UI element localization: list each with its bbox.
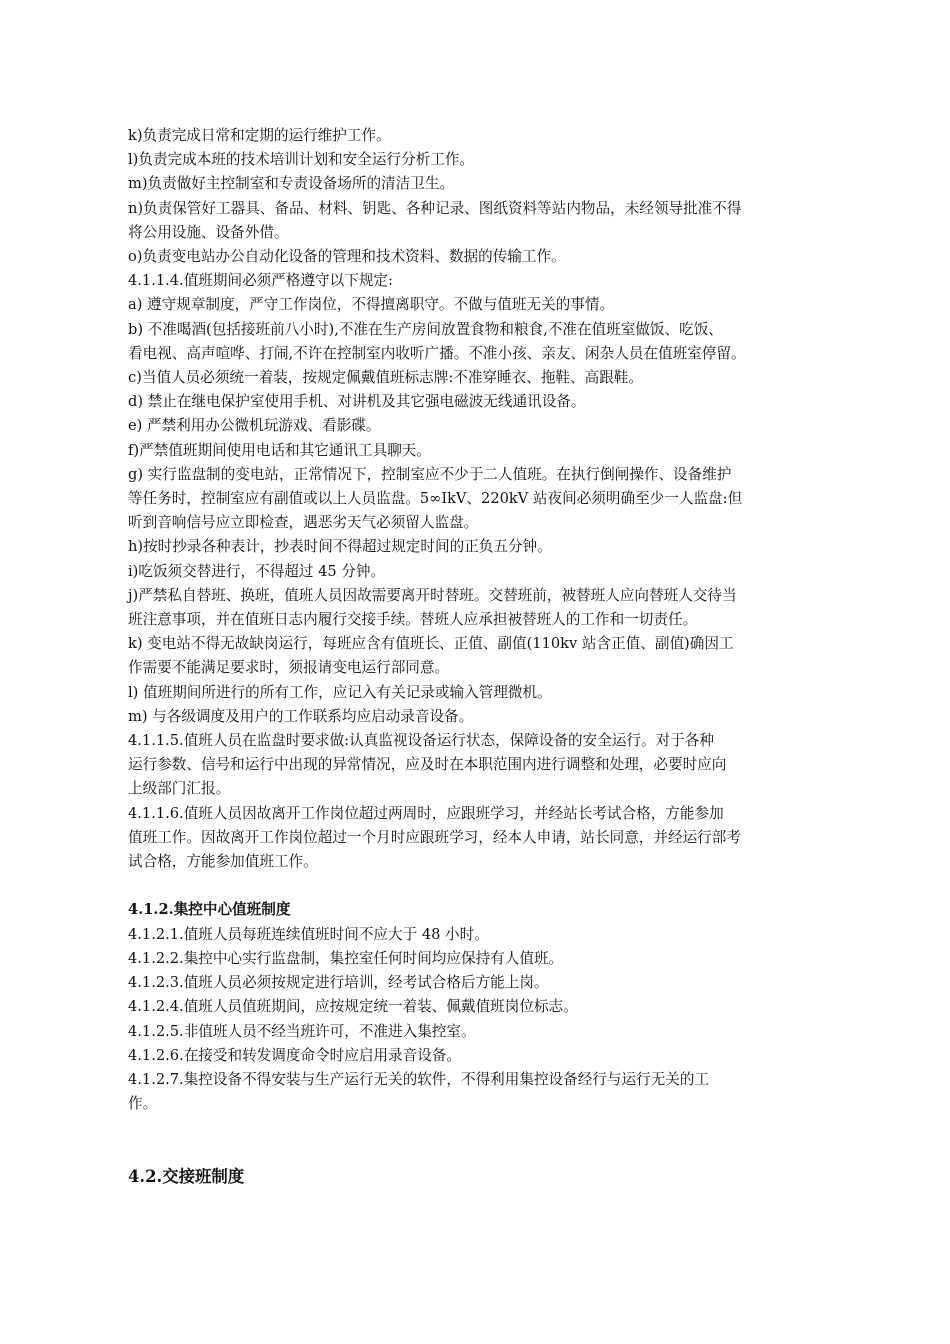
text-line: e) 严禁利用办公微机玩游戏、看影碟。 (128, 417, 381, 435)
text-line: 4.1.2.5.非值班人员不经当班许可，不准进入集控室。 (128, 1022, 476, 1040)
text-line: 4.1.2.4.值班人员值班期间，应按规定统一着装、佩戴值班岗位标志。 (128, 998, 578, 1016)
text-line: 班注意事项，并在值班日志内履行交接手续。替班人应承担被替班人的工作和一切责任。 (128, 611, 698, 629)
text-line: 作需要不能满足要求时，须报请变电运行部同意。 (128, 659, 450, 677)
text-line: m)负责做好主控制室和专责设备场所的清洁卫生。 (128, 175, 455, 193)
text-line: n)负责保管好工器具、备品、材料、钥匙、各种记录、图纸资料等站内物品，未经领导批准不得 (128, 199, 742, 217)
text-line: 上级部门汇报。 (128, 780, 231, 798)
text-line: d) 禁止在继电保护室使用手机、对讲机及其它强电磁波无线通讯设备。 (128, 393, 586, 411)
text-line: h)按时抄录各种表计，抄表时间不得超过规定时间的正负五分钟。 (128, 538, 552, 556)
text-line: o)负责变电站办公自动化设备的管理和技术资料、数据的传输工作。 (128, 248, 566, 266)
text-line: 4.1.2.7.集控设备不得安装与生产运行无关的软件，不得利用集控设备经行与运行无关的工 (128, 1070, 710, 1088)
text-line: 等任务时，控制室应有副值或以上人员监盘。5∞IkV、220kV 站夜间必须明确至少一人监盘:但 (128, 490, 743, 508)
text-line: b) 不准喝酒(包括接班前八小时),不准在生产房间放置食物和粮食,不准在值班室做饭、吃饭、 (128, 320, 723, 338)
text-line: 听到音响信号应立即检查，遇恶劣天气必须留人监盘。 (128, 514, 479, 532)
text-line: f)严禁值班期间使用电话和其它通讯工具聊天。 (128, 441, 431, 459)
text-line: 4.1.1.6.值班人员因故离开工作岗位超过两周时，应跟班学习，并经站长考试合格，方能参加 (128, 804, 724, 822)
text-line: 4.1.2.3.值班人员必须按规定进行培训，经考试合格后方能上岗。 (128, 974, 549, 992)
duty-rules-block (128, 124, 818, 874)
text-line: m) 与各级调度及用户的工作联系均应启动录音设备。 (128, 707, 474, 725)
text-line: l) 值班期间所进行的所有工作，应记入有关记录或输入管理微机。 (128, 683, 552, 701)
text-line: 看电视、高声喧哗、打闹,不许在控制室内收听广播。不准小孩、亲友、闲杂人员在值班室停留。 (128, 344, 746, 362)
section-heading-4-2: 4.2.交接班制度 (128, 1167, 245, 1187)
section-heading-4-1-2: 4.1.2.集控中心值班制度 (128, 901, 291, 919)
text-line: 4.1.2.6.在接受和转发调度命令时应启用录音设备。 (128, 1046, 461, 1064)
text-line: 4.1.2.1.值班人员每班连续值班时间不应大于 48 小时。 (128, 925, 489, 943)
text-line: k) 变电站不得无故缺岗运行，每班应含有值班长、正值、副值(110kv 站含正值、副值)确因工 (128, 635, 734, 653)
text-line: 将公用设施、设备外借。 (128, 223, 289, 241)
text-line: 作。 (128, 1095, 158, 1113)
text-line: c)当值人员必须统一着装，按规定佩戴值班标志牌:不准穿睡衣、拖鞋、高跟鞋。 (128, 369, 643, 387)
text-line: 值班工作。因故离开工作岗位超过一个月时应跟班学习，经本人申请，站长同意，并经运行部考 (128, 828, 741, 846)
text-line: j)严禁私自替班、换班，值班人员因故需要离开时替班。交替班前，被替班人应向替班人交待当 (128, 586, 737, 604)
text-line: l)负责完成本班的技术培训计划和安全运行分析工作。 (128, 151, 475, 169)
text-line: g) 实行监盘制的变电站，正常情况下，控制室应不少于二人值班。在执行倒闸操作、设备维护 (128, 465, 732, 483)
text-line: 4.1.1.5.值班人员在监盘时要求做:认真监视设备运行状态，保障设备的安全运行。对于各种 (128, 732, 714, 750)
spacer (128, 874, 818, 898)
text-line: 4.1.2.2.集控中心实行监盘制，集控室任何时间均应保持有人值班。 (128, 949, 564, 967)
text-line: 试合格，方能参加值班工作。 (128, 853, 318, 871)
text-line: 运行参数、信号和运行中出现的异常情况，应及时在本职范围内进行调整和处理，必要时应向 (128, 756, 727, 774)
control-center-rules-block (128, 923, 818, 1117)
document-page (128, 124, 818, 1190)
text-line: i)吃饭须交替进行，不得超过 45 分钟。 (128, 562, 386, 580)
spacer (128, 1116, 818, 1164)
text-line: k)负责完成日常和定期的运行维护工作。 (128, 127, 391, 144)
text-line: a) 遵守规章制度，严守工作岗位，不得擅离职守。不做与值班无关的事情。 (128, 296, 615, 314)
text-line: 4.1.1.4.值班期间必须严格遵守以下规定: (128, 272, 393, 290)
